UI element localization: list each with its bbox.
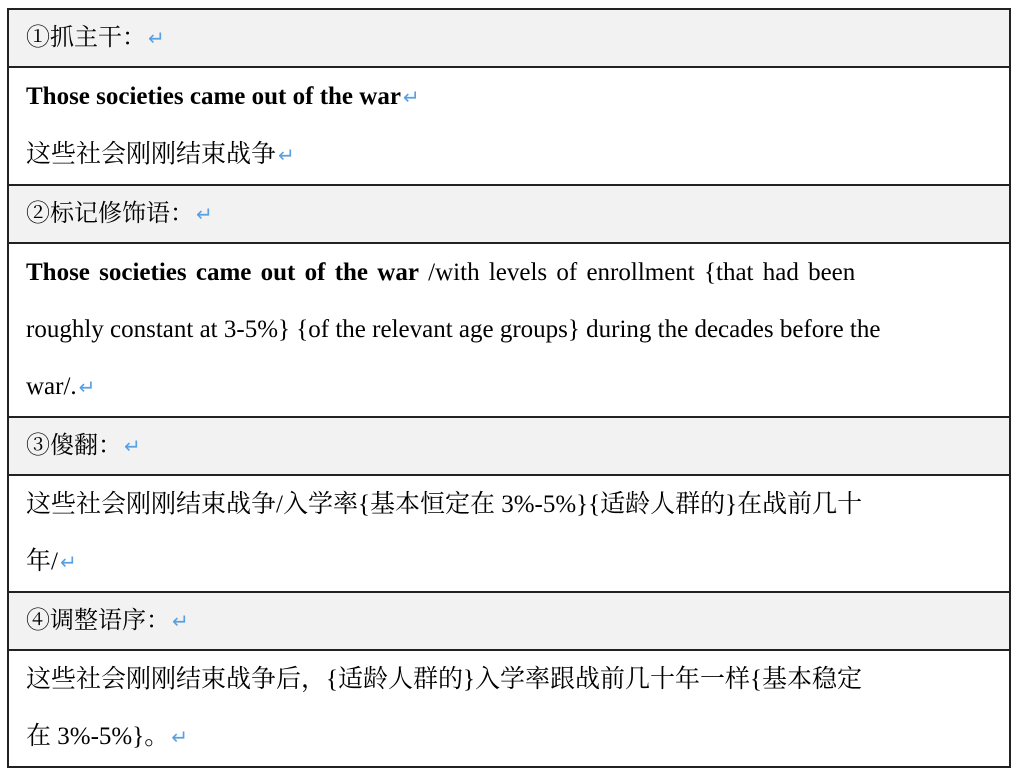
section-4-header-row xyxy=(8,592,1010,650)
paragraph-mark-icon: ↵ xyxy=(78,375,96,399)
paragraph-mark-icon: ↵ xyxy=(402,85,420,109)
paragraph-mark-icon: ↵ xyxy=(171,725,188,749)
section-4-body-row xyxy=(8,650,1010,767)
analysis-table xyxy=(7,8,1011,768)
section-4-heading-cell[interactable] xyxy=(8,592,1010,650)
section-4-line-1 xyxy=(26,651,1009,708)
main-clause-text: Those societies came out of the war xyxy=(26,259,419,286)
paragraph-mark-icon: ↵ xyxy=(148,26,165,50)
section-4-heading: ④调整语序： xyxy=(26,608,170,634)
main-clause-translation: 这些社会刚刚结束战争 xyxy=(26,141,277,168)
section-2-line-1 xyxy=(26,244,999,301)
section-2-heading: ②标记修饰语： xyxy=(26,201,194,227)
section-2-line-3 xyxy=(26,358,999,416)
paragraph-mark-icon: ↵ xyxy=(172,609,189,633)
section-2-body-row xyxy=(8,243,1010,417)
section-1-heading-cell[interactable] xyxy=(8,9,1010,67)
modifier-text: roughly constant at 3-5%} {of the relevant age groups} during the decades before the xyxy=(26,316,881,343)
section-3-heading: ③傻翻： xyxy=(26,433,122,459)
section-1-header-row xyxy=(8,9,1010,67)
section-1-line-1 xyxy=(26,68,1009,126)
section-3-body-row xyxy=(8,475,1010,592)
document-table-container xyxy=(7,8,1011,768)
section-1-line-2 xyxy=(26,126,1009,184)
section-1-heading: ①抓主干： xyxy=(26,25,146,51)
section-3-line-1 xyxy=(26,476,1009,533)
main-clause-text: Those societies came out of the war xyxy=(26,83,401,110)
final-translation-text: 在 3%-5%}。 xyxy=(26,723,170,750)
section-2-line-2 xyxy=(26,301,999,358)
literal-translation-text: 年/ xyxy=(26,548,58,575)
paragraph-mark-icon: ↵ xyxy=(196,202,213,226)
paragraph-mark-icon: ↵ xyxy=(59,550,77,574)
section-4-body-cell[interactable] xyxy=(8,650,1010,767)
section-2-body-cell[interactable] xyxy=(8,243,1010,417)
section-3-body-cell[interactable] xyxy=(8,475,1010,592)
section-3-line-2 xyxy=(26,533,1009,591)
modifier-text: /with levels of enrollment {that had been xyxy=(418,259,856,286)
paragraph-mark-icon: ↵ xyxy=(124,434,141,458)
paragraph-mark-icon: ↵ xyxy=(278,143,295,167)
final-translation-text: 这些社会刚刚结束战争后，{适龄人群的}入学率跟战前几十年一样{基本稳定 xyxy=(26,666,863,693)
section-1-body-row xyxy=(8,67,1010,185)
literal-translation-text: 这些社会刚刚结束战争/入学率{基本恒定在 3%-5%}{适龄人群的}在战前几十 xyxy=(26,491,863,518)
section-3-header-row xyxy=(8,417,1010,475)
section-2-header-row xyxy=(8,185,1010,243)
section-2-heading-cell[interactable] xyxy=(8,185,1010,243)
section-4-line-2 xyxy=(26,708,1009,766)
section-3-heading-cell[interactable] xyxy=(8,417,1010,475)
section-1-body-cell[interactable] xyxy=(8,67,1010,185)
modifier-text: war/. xyxy=(26,373,77,400)
